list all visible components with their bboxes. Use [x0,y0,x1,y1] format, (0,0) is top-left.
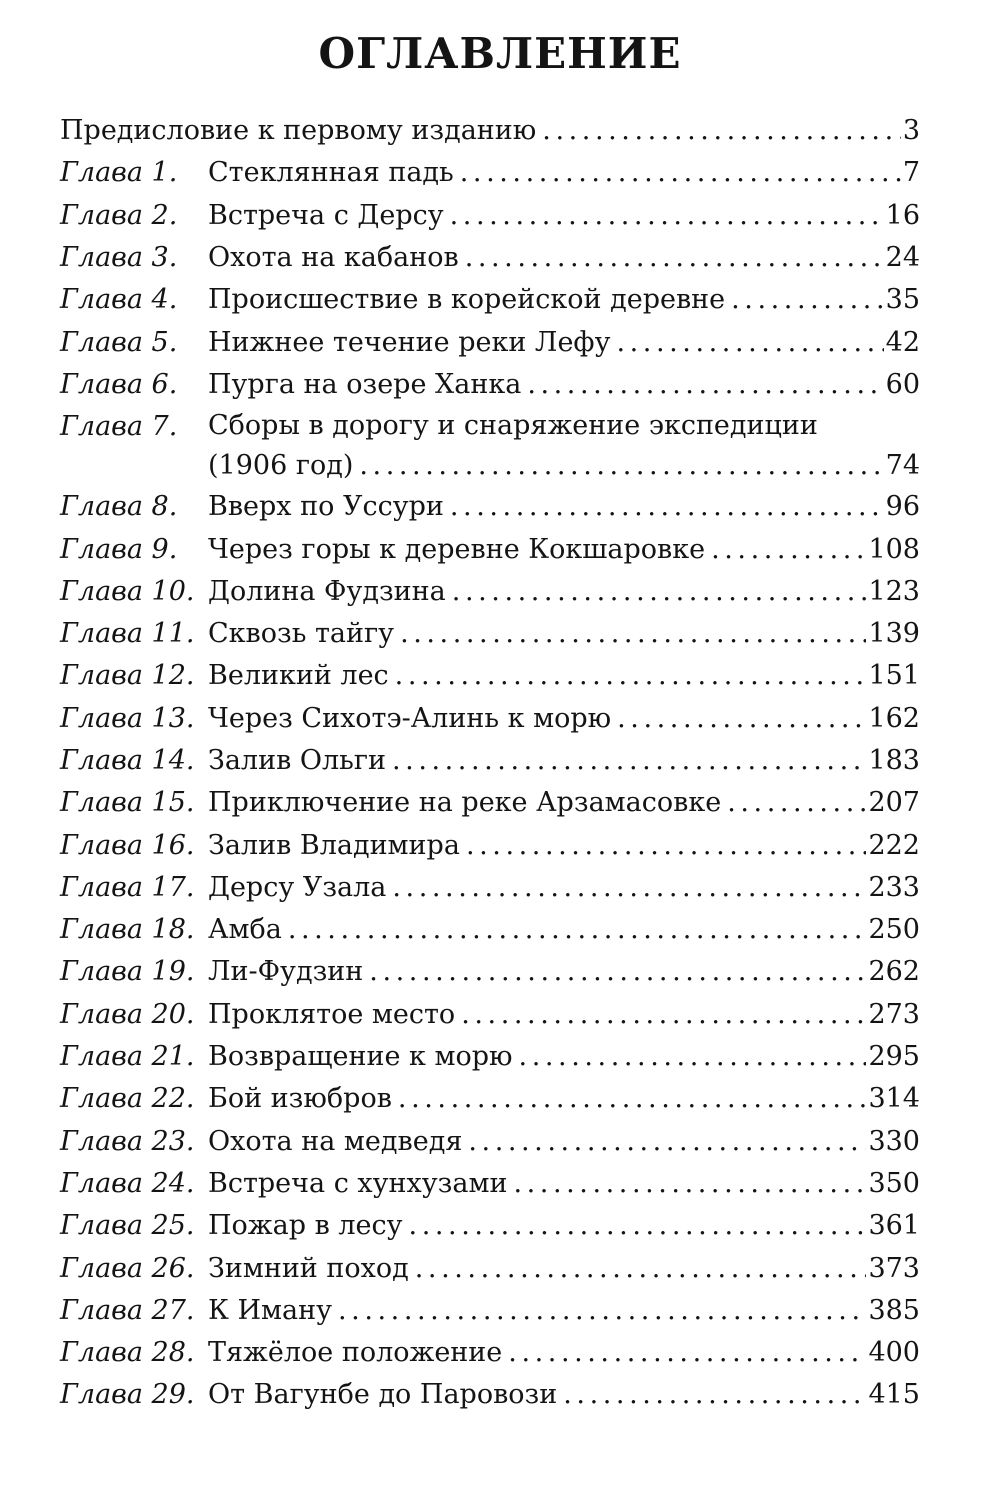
chapter-label: Глава 16. [60,829,195,861]
dot-leader [508,1332,866,1374]
page-number: 24 [885,242,920,274]
toc-entry [208,655,920,697]
dot-leader [563,1374,866,1416]
page-number: 373 [868,1252,920,1284]
chapter-label: Глава 19. [60,956,195,988]
chapter-label: Глава 3. [60,242,178,274]
toc-row-preface [60,110,920,152]
page-number: 400 [868,1337,920,1369]
toc-row [60,740,920,782]
entry-title: Залив Владимира [208,829,460,861]
entry-title: Возвращение к морю [208,1041,513,1073]
entry-title: Долина Фудзина [208,575,446,607]
table-of-contents [60,110,920,1417]
chapter-label: Глава 18. [60,914,195,946]
entry-title: К Иману [208,1294,333,1326]
chapter-label: Глава 6. [60,368,178,400]
toc-row [60,321,920,363]
entry-title: Охота на медведя [208,1125,463,1157]
toc-entry [208,406,920,486]
dot-leader [468,1121,866,1163]
dot-leader [359,446,883,486]
dot-leader [392,740,866,782]
page-number: 207 [868,787,920,819]
dot-leader [415,1248,867,1290]
chapter-label: Глава 11. [60,618,195,650]
toc-entry [208,195,920,237]
chapter-label: Глава 1. [60,157,178,189]
chapter-label: Глава 12. [60,660,195,692]
toc-entry [208,364,920,406]
chapter-label: Глава 10. [60,575,195,607]
chapter-label: Глава 13. [60,702,195,734]
chapter-label: Глава 27. [60,1294,195,1326]
toc-entry [208,951,920,993]
dot-leader [465,237,884,279]
chapter-label: Глава 2. [60,199,178,231]
toc-row [60,1078,920,1120]
entry-title: Тяжёлое положение [208,1337,503,1369]
entry-title: Сквозь тайгу [208,618,395,650]
toc-row [60,1205,920,1247]
entry-title: Охота на кабанов [208,242,459,274]
dot-leader [392,867,866,909]
toc-row [60,1332,920,1374]
toc-entry [208,486,920,528]
chapter-label: Глава 24. [60,1167,195,1199]
toc-row [60,528,920,570]
dot-leader [450,195,884,237]
entry-title: Стеклянная падь [208,157,454,189]
chapter-label: Глава 9. [60,533,178,565]
dot-leader [338,1290,866,1332]
toc-entry [208,1163,920,1205]
toc-row [60,1247,920,1289]
toc-row [60,1036,920,1078]
page-number: 60 [885,368,920,400]
page-number: 183 [868,745,920,776]
toc-entry [208,529,920,571]
toc-entry [208,994,920,1036]
entry-title: Бой изюбров [208,1083,392,1115]
chapter-label: Глава 20. [60,998,195,1030]
dot-leader [288,909,867,951]
toc-row [60,698,920,740]
toc-row [60,1290,920,1332]
page-number: 250 [868,914,920,946]
toc-entry [208,1332,920,1374]
toc-entry [208,279,920,321]
toc-row [60,909,920,951]
entry-title: Вверх по Уссури [208,491,444,523]
toc-row [60,655,920,697]
toc-row [60,364,920,406]
entry-title: Дерсу Узала [208,871,387,903]
dot-leader [711,529,866,571]
dot-leader [450,486,884,528]
chapter-label: Глава 23. [60,1125,195,1157]
page-number: 350 [868,1167,920,1199]
toc-row [60,571,920,613]
toc-entry [208,1248,920,1290]
dot-leader [452,571,867,613]
chapter-label: Глава 15. [60,787,195,819]
dot-leader [398,1078,867,1120]
chapter-label: Глава 29. [60,1379,195,1411]
entry-title-cont: (1906 год) [208,450,354,482]
page-number: 222 [868,829,920,861]
page-number: 108 [868,533,920,565]
toc-row [60,237,920,279]
toc-row [60,279,920,321]
toc-entry [208,152,920,194]
page-number: 42 [885,326,920,358]
toc-entry [208,1290,920,1332]
entry-title: Через Сихотэ-Алинь к морю [208,702,612,734]
toc-entry [60,110,920,152]
page-number: 3 [902,115,920,147]
page-number: 295 [868,1041,920,1073]
toc-entry [208,909,920,951]
page-number: 330 [868,1125,920,1157]
page-number: 96 [885,491,920,523]
dot-leader [369,951,866,993]
page-number: 139 [868,618,920,650]
dot-leader [542,110,901,152]
dot-leader [616,322,883,364]
entry-title: Великий лес [208,660,389,692]
toc-entry [208,867,920,909]
dot-leader [727,782,866,824]
toc-row [60,824,920,866]
page-number: 7 [902,157,920,189]
toc-entry [208,237,920,279]
entry-title: Пурга на озере Ханка [208,368,522,400]
dot-leader [395,655,867,697]
entry-title: Предисловие к первому изданию [60,115,537,147]
toc-entry [208,1036,920,1078]
toc-entry [208,322,920,364]
entry-title: Нижнее течение реки Лефу [208,326,611,358]
chapter-label: Глава 8. [60,491,178,523]
page-number: 273 [868,998,920,1030]
entry-title: Приключение на реке Арзамасовке [208,787,722,819]
toc-entry [208,1121,920,1163]
toc-row [60,406,920,486]
entry-title: Зимний поход [208,1252,409,1284]
toc-entry [208,571,920,613]
entry-title: Встреча с хунхузами [208,1167,508,1199]
entry-title: От Вагунбе до Паровози [208,1379,558,1411]
chapter-label: Глава 5. [60,326,178,358]
dot-leader [617,698,866,740]
page-number: 233 [868,871,920,903]
chapter-label: Глава 14. [60,745,195,776]
toc-row [60,152,920,194]
page-number: 74 [885,450,920,482]
chapter-label: Глава 28. [60,1337,195,1369]
page-number: 361 [868,1210,920,1242]
toc-entry [208,1078,920,1120]
entry-title: Амба [208,914,282,946]
toc-entry [208,1374,920,1416]
entry-title: Ли-Фудзин [208,956,364,988]
dot-leader [461,994,866,1036]
toc-row [60,195,920,237]
toc-row [60,994,920,1036]
toc-entry [208,782,920,824]
toc-entry [208,613,920,655]
toc-row [60,1374,920,1416]
page-number: 16 [885,199,920,231]
entry-title-continuation [208,446,920,486]
toc-entry [208,825,920,867]
chapter-label: Глава 22. [60,1083,195,1115]
chapter-label: Глава 17. [60,871,195,903]
toc-row [60,1163,920,1205]
dot-leader [460,152,901,194]
entry-title: Пожар в лесу [208,1210,403,1242]
dot-leader [400,613,866,655]
page-number: 314 [868,1083,920,1115]
entry-title: Сборы в дорогу и снаряжение экспедиции [208,410,818,442]
toc-row [60,782,920,824]
page-number: 35 [885,284,920,316]
chapter-label: Глава 7. [60,411,178,443]
page-number: 262 [868,956,920,988]
toc-row [60,613,920,655]
toc-row [60,486,920,528]
toc-row [60,1121,920,1163]
toc-row [60,867,920,909]
entry-title: Встреча с Дерсу [208,199,444,231]
chapter-label: Глава 25. [60,1210,195,1242]
page-number: 385 [868,1294,920,1326]
dot-leader [409,1205,867,1247]
dot-leader [513,1163,866,1205]
dot-leader [527,364,883,406]
page-title: ОГЛАВЛЕНИЕ [318,29,682,78]
page-number: 151 [868,660,920,692]
dot-leader [466,825,867,867]
toc-entry [208,1205,920,1247]
chapter-label: Глава 26. [60,1252,195,1284]
toc-entry [208,698,920,740]
page-number: 415 [868,1379,920,1411]
chapter-label: Глава 4. [60,284,178,316]
chapter-label: Глава 21. [60,1041,195,1073]
toc-entry [208,740,920,782]
page-number: 123 [868,575,920,607]
entry-title: Через горы к деревне Кокшаровке [208,533,706,565]
entry-title: Проклятое место [208,998,456,1030]
entry-title: Залив Ольги [208,745,386,776]
entry-title: Происшествие в корейской деревне [208,284,726,316]
toc-row [60,951,920,993]
dot-leader [519,1036,867,1078]
dot-leader [731,279,884,321]
page-number: 162 [868,702,920,734]
